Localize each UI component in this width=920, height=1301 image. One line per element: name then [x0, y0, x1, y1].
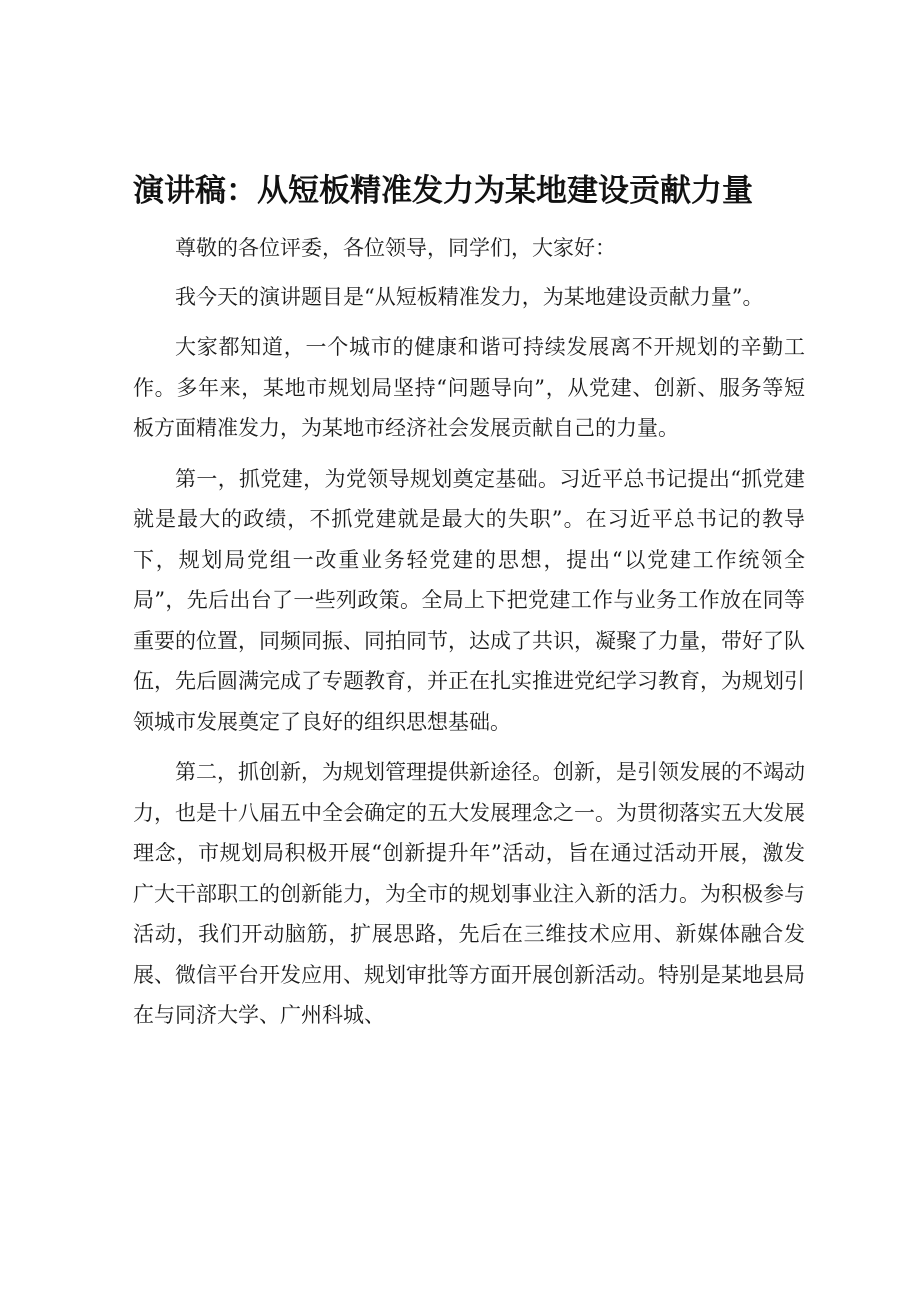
innovation-paragraph: 第二，抓创新，为规划管理提供新途径。创新，是引领发展的不竭动力，也是十八届五中全会确定的五大发展理念之一。为贯彻落实五大发展理念，市规划局积极开展“创新提升年”活动，旨在通过活动开展，激发广大干部职工的创新能力，为全市的规划事业注入新的活力。为积极参与活动，我们开动脑筋，扩展思路，先后在三维技术应用、新媒体融合发展、微信平台开发应用、规划审批等方面开展创新活动。特别是某地县局在与同济大学、广州科城、 — [133, 760, 805, 1027]
greeting-paragraph: 尊敬的各位评委，各位领导，同学们，大家好： — [175, 236, 616, 260]
page-title: 演讲稿：从短板精准发力为某地建设贡献力量 — [133, 173, 753, 209]
party-building-paragraph: 第一，抓党建，为党领导规划奠定基础。习近平总书记提出“抓党建就是最大的政绩，不抓党建就是最大的失职”。在习近平总书记的教导下，规划局党组一改重业务轻党建的思想，提出“以党建工作统领全局”，先后出台了一些列政策。全局上下把党建工作与业务工作放在同等重要的位置，同频同振、同拍同节，达成了共识，凝聚了力量，带好了队伍，先后圆满完成了专题教育，并正在扎实推进党纪学习教育，为规划引领城市发展奠定了良好的组织思想基础。 — [133, 466, 805, 734]
intro-paragraph: 大家都知道，一个城市的健康和谐可持续发展离不开规划的辛勤工作。多年来，某地市规划局坚持“问题导向”，从党建、创新、服务等短板方面精准发力，为某地市经济社会发展贡献自己的力量。 — [133, 335, 805, 440]
speech-body — [133, 228, 805, 1046]
topic-paragraph: 我今天的演讲题目是“从短板精准发力，为某地建设贡献力量”。 — [175, 284, 764, 309]
